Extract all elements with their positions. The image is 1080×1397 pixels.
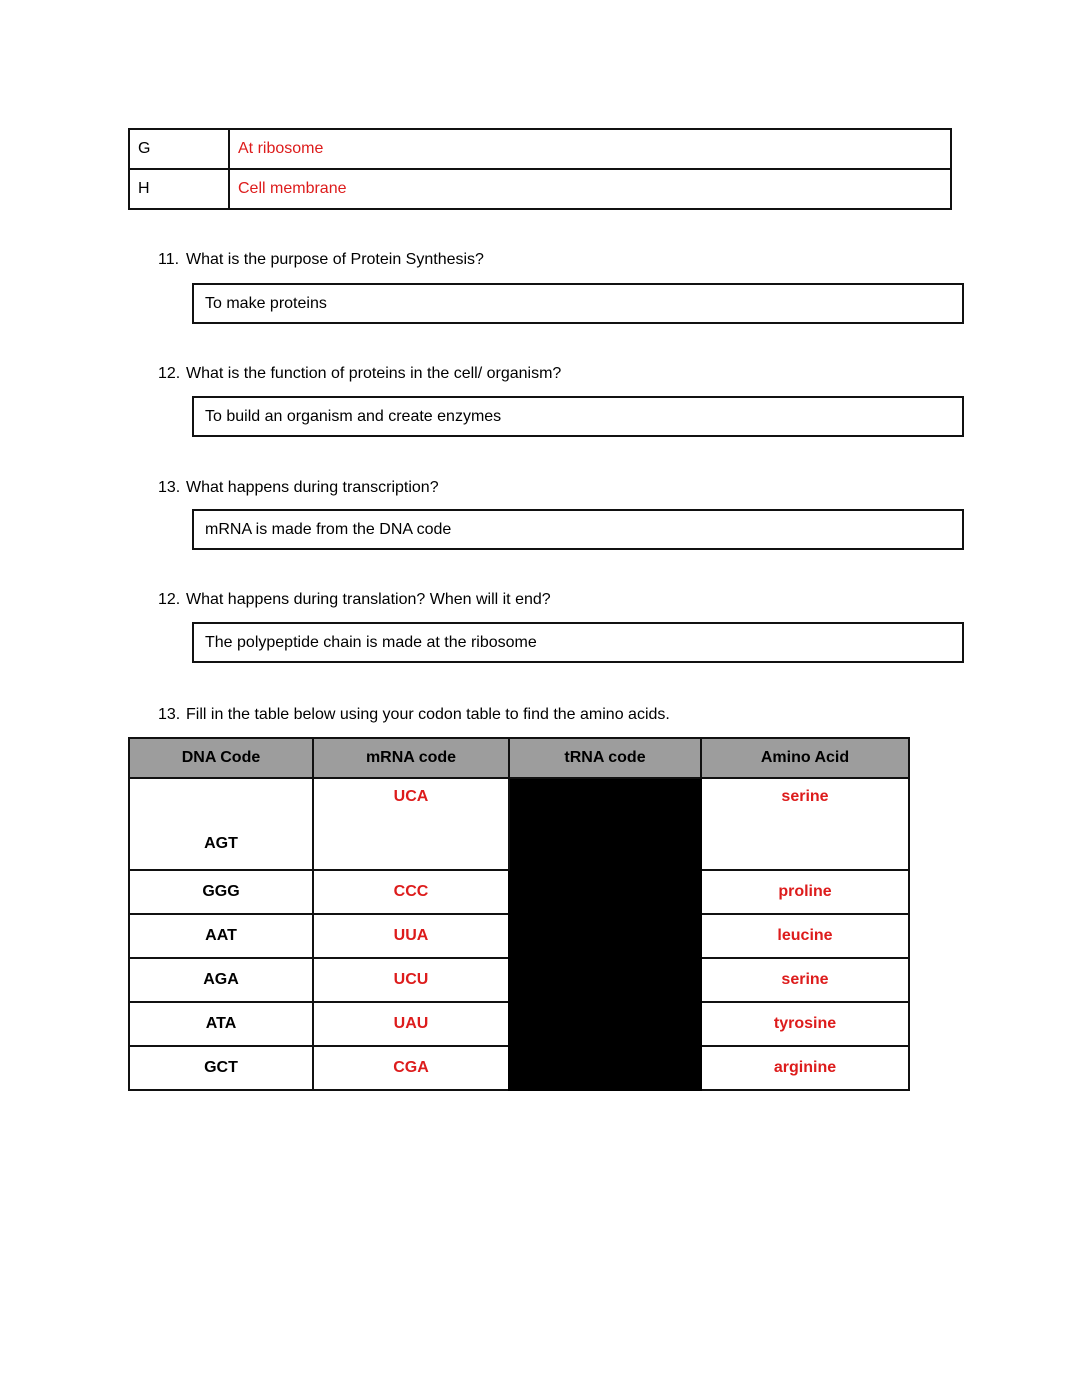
trna-blackout-cell [509, 778, 701, 1090]
mrna-cell-aat[interactable]: UUA [313, 914, 509, 958]
question-11-number: 11. [158, 251, 180, 268]
dna-cell-aga: AGA [129, 958, 313, 1002]
dna-cell-gct: GCT [129, 1046, 313, 1090]
question-12-text: What is the function of proteins in the cell/ organism? [186, 365, 562, 382]
question-13 [158, 478, 978, 498]
mrna-cell-gct[interactable]: CGA [313, 1046, 509, 1090]
col-header-dna-code: DNA Code [129, 738, 313, 778]
col-header-amino-acid: Amino Acid [701, 738, 909, 778]
matching-table [128, 128, 952, 210]
question-12-number: 12. [158, 365, 181, 382]
question-13b-text: Fill in the table below using your codon table to find the amino acids. [186, 706, 670, 723]
mrna-cell-ata[interactable]: UAU [313, 1002, 509, 1046]
amino-cell-ggg[interactable]: proline [701, 870, 909, 914]
match-answer-g[interactable]: At ribosome [229, 129, 951, 169]
question-12b [158, 590, 978, 610]
question-12b-text: What happens during translation? When will it end? [186, 591, 551, 608]
answer-box-11[interactable] [192, 283, 964, 324]
question-12 [158, 364, 978, 384]
match-row-g [129, 129, 951, 169]
answer-13-text: mRNA is made from the DNA code [205, 520, 452, 538]
amino-cell-ata[interactable]: tyrosine [701, 1002, 909, 1046]
question-11-text: What is the purpose of Protein Synthesis? [186, 251, 484, 268]
mrna-cell-aga[interactable]: UCU [313, 958, 509, 1002]
match-letter-h: H [129, 169, 229, 209]
question-11 [158, 250, 978, 270]
match-answer-h[interactable]: Cell membrane [229, 169, 951, 209]
question-13b-codon-intro [158, 705, 978, 725]
col-header-trna-code: tRNA code [509, 738, 701, 778]
answer-box-12[interactable] [192, 396, 964, 437]
dna-cell-aat: AAT [129, 914, 313, 958]
match-row-h [129, 169, 951, 209]
codon-table [128, 737, 910, 1091]
col-header-mrna-code: mRNA code [313, 738, 509, 778]
answer-box-12b[interactable] [192, 622, 964, 663]
mrna-cell-agt[interactable]: UCA [313, 778, 509, 870]
question-12b-number: 12. [158, 591, 181, 608]
answer-12-text: To build an organism and create enzymes [205, 407, 502, 425]
mrna-cell-ggg[interactable]: CCC [313, 870, 509, 914]
dna-cell-ata: ATA [129, 1002, 313, 1046]
amino-cell-aga[interactable]: serine [701, 958, 909, 1002]
codon-table-header-row [129, 738, 909, 778]
match-letter-g: G [129, 129, 229, 169]
question-13-text: What happens during transcription? [186, 479, 439, 496]
amino-cell-gct[interactable]: arginine [701, 1046, 909, 1090]
amino-cell-aat[interactable]: leucine [701, 914, 909, 958]
codon-row-agt [129, 778, 909, 870]
answer-box-13[interactable] [192, 509, 964, 550]
dna-cell-agt: AGT [129, 778, 313, 870]
question-13b-number: 13. [158, 706, 181, 723]
answer-11-text: To make proteins [205, 294, 327, 312]
dna-cell-ggg: GGG [129, 870, 313, 914]
question-13-number: 13. [158, 479, 181, 496]
amino-cell-agt[interactable]: serine [701, 778, 909, 870]
answer-12b-text: The polypeptide chain is made at the ribosome [205, 633, 537, 651]
